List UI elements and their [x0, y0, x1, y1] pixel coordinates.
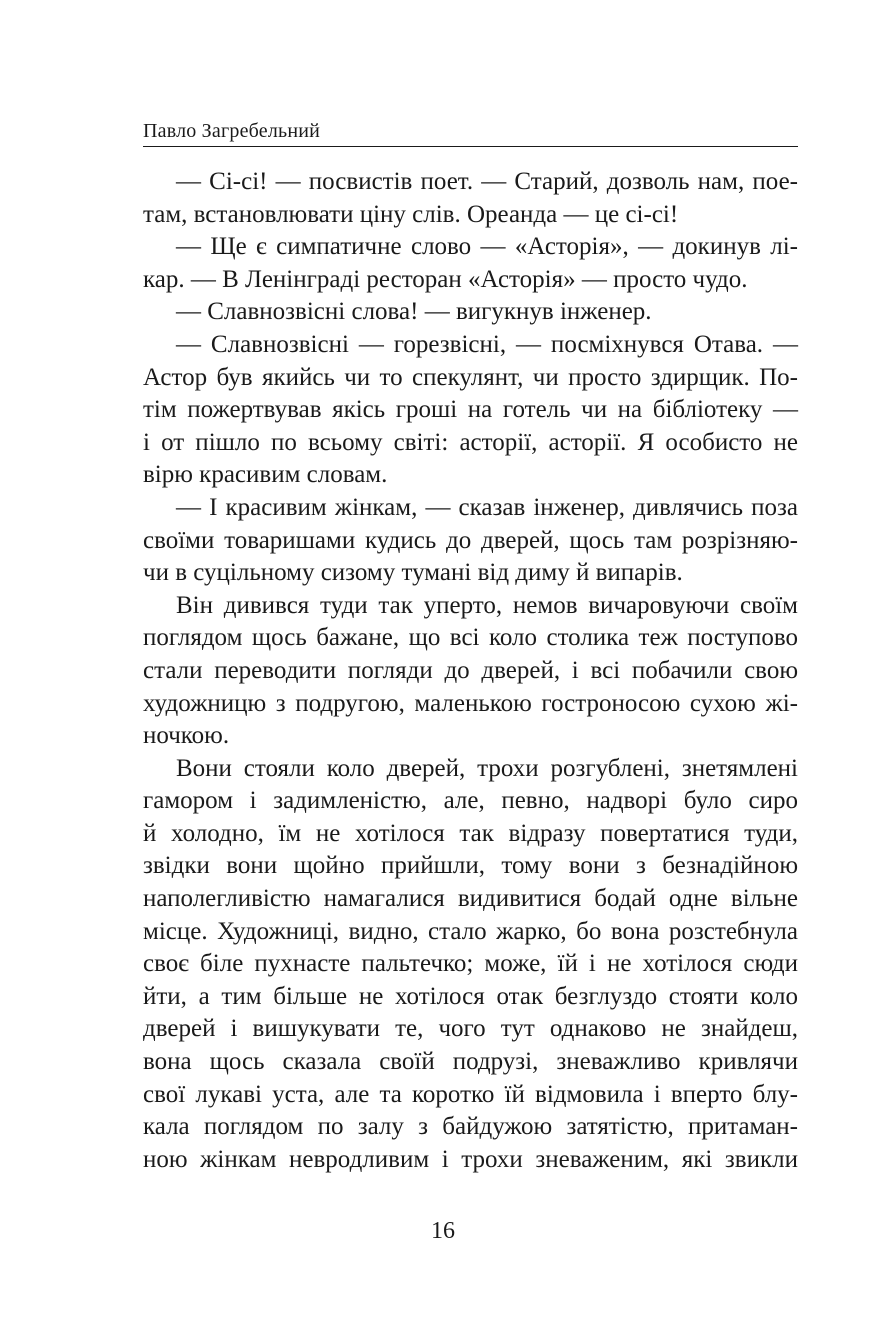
text-line: й холодно, їм не хотілося так відразу повертатися туди, — [143, 819, 798, 847]
text-line: наполегливістю намагалися видивитися бодай одне вільне — [143, 885, 798, 913]
text-line: чи в суцільному сизому тумані від диму й випарів. — [143, 559, 683, 587]
text-line: тім пожертвував якісь гроші на готель чи на бібліотеку — — [143, 396, 798, 424]
text-line: йти, а тим більше не хотілося отак безглуздо стояти коло — [143, 982, 798, 1010]
text-line: своє біле пухнасте пальтечко; може, їй і не хотілося сюди — [143, 950, 798, 978]
text-line: ною жінкам невродливим і трохи зневаженим, які звикли — [143, 1145, 798, 1173]
text-line: художницю з подругою, маленькою гостроносою сухою жі- — [143, 689, 798, 717]
text-line: поглядом щось бажане, що всі коло столика теж поступово — [143, 624, 798, 652]
text-line: вона щось сказала своїй подрузі, зневажливо кривлячи — [143, 1048, 798, 1076]
text-line: звідки вони щойно прийшли, тому вони з безнадійною — [143, 852, 798, 880]
running-head-author: Павло Загребельний — [143, 120, 321, 142]
text-line: Він дивився туди так уперто, немов вичаровуючи своїм — [176, 591, 798, 619]
text-line: — Славнозвісні — горезвісні, — посміхнувся Отава. — — [176, 330, 798, 358]
text-line: своїми товаришами кудись до дверей, щось там розрізняю- — [143, 526, 798, 554]
text-line: свої лукаві уста, але та коротко їй відмовила і вперто блу- — [143, 1080, 798, 1108]
text-line: місце. Художниці, видно, стало жарко, бо вона розстебнула — [143, 917, 798, 945]
text-line: кар. — В Ленінграді ресторан «Асторія» — просто чудо. — [143, 265, 748, 293]
text-line: там, встановлювати ціну слів. Ореанда — це сі-сі! — [143, 200, 679, 228]
text-line: — І красивим жінкам, — сказав інженер, дивлячись поза — [176, 493, 798, 521]
text-line: вірю красивим словам. — [143, 461, 388, 489]
text-line: ночкою. — [143, 722, 230, 750]
text-line: — Ще є симпатичне слово — «Асторія», — докинув лі- — [176, 233, 798, 261]
text-line: Астор був якийсь чи то спекулянт, чи просто здирщик. По- — [143, 363, 798, 391]
text-line: і от пішло по всьому світі: асторії, асторії. Я особисто не — [143, 428, 798, 456]
text-line: — Славнозвісні слова! — вигукнув інженер. — [176, 298, 652, 326]
text-line: стали переводити погляди до дверей, і всі побачили свою — [143, 656, 798, 684]
text-line: Вони стояли коло дверей, трохи розгублені, знетямлені — [176, 754, 798, 782]
text-line: гамором і задимленістю, але, певно, надворі було сиро — [143, 787, 798, 815]
text-line: — Сі-сі! — посвистів поет. — Старий, дозволь нам, пое- — [176, 168, 798, 195]
running-head — [143, 118, 798, 147]
body-text — [143, 166, 798, 1176]
text-line: кала поглядом по залу з байдужою затятістю, притаман- — [143, 1113, 798, 1141]
text-line: дверей і вишукувати те, чого тут однаково не знайдеш, — [143, 1015, 798, 1043]
page-number: 16 — [431, 1218, 455, 1244]
